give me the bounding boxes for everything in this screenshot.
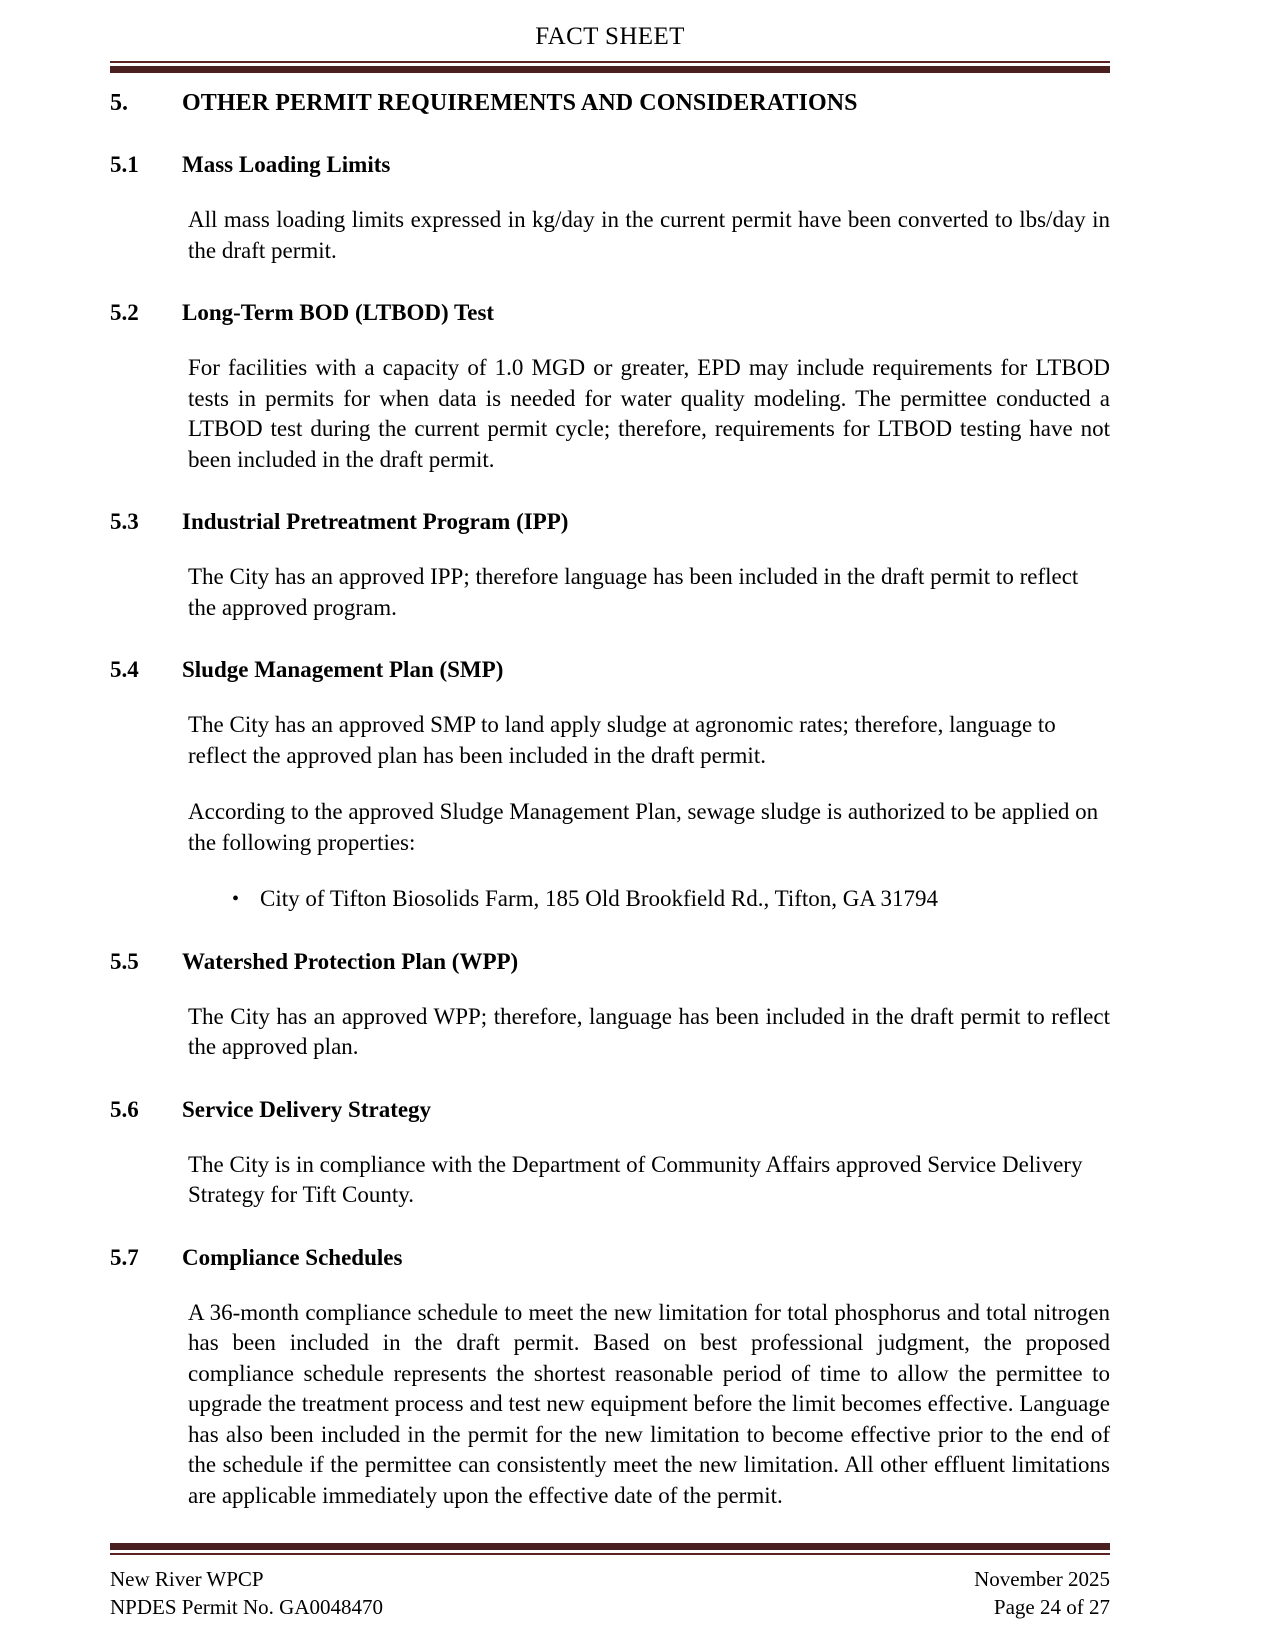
subsection-number: 5.7 [110,1244,139,1270]
paragraph: A 36-month compliance schedule to meet the new limitation for total phosphorus and total nitrogen has been included in the draft permit. Based on best professional judgment, the proposed compliance schedule represents the shortest reasonable period of time to allow the permittee to upgrade the treatment process and test new equipment before the limit becomes effective. Language has also been included in the permit for the new limitation to become effective prior to the end of the schedule if the permittee can consistently meet the new limitation. All other effluent limitations are applicable immediately upon the effective date of the permit. [188,1299,1110,1508]
footer-content [110,1565,1110,1621]
bullet-point-icon: • [232,888,240,910]
paragraph: All mass loading limits expressed in kg/day in the current permit have been converted to lbs/day in the draft permit. [188,207,1110,263]
subsection-title: Industrial Pretreatment Program (IPP) [182,509,569,534]
header-rule-thick [110,66,1110,73]
section-title: OTHER PERMIT REQUIREMENTS AND CONSIDERATIONS [182,90,858,116]
footer-page-number: Page 24 of 27 [993,1594,1110,1619]
header-title: FACT SHEET [535,23,685,50]
footer-left [110,1565,383,1621]
paragraph: The City has an approved SMP to land apply sludge at agronomic rates; therefore, language to reflect the approved plan has been included in the draft permit. [188,712,1056,768]
footer-divider [110,1543,1110,1555]
subsection-number: 5.5 [110,948,139,974]
subsection-heading-5-1 [110,150,1110,179]
subsection-heading-5-5 [110,947,1110,976]
subsection-number: 5.4 [110,657,139,682]
subsection-heading-5-7 [110,1243,1110,1272]
bullet-list [188,884,1110,915]
subsection-title: Compliance Schedules [182,1244,403,1270]
section-heading-5 [110,88,1110,118]
footer-rule-thick [110,1543,1110,1550]
subsection-title: Sludge Management Plan (SMP) [182,657,504,682]
list-item [188,884,1110,915]
subsection-number: 5.3 [110,509,139,534]
subsection-title: Service Delivery Strategy [182,1096,432,1122]
subsection-title: Watershed Protection Plan (WPP) [182,948,519,974]
subsection-heading-5-3 [110,507,1110,536]
footer-permit-number: NPDES Permit No. GA0048470 [110,1594,384,1619]
subsection-title: Long-Term BOD (LTBOD) Test [182,300,495,325]
subsection-number: 5.2 [110,300,139,325]
paragraph: For facilities with a capacity of 1.0 MGD or greater, EPD may include requirements for LTBOD tests in permits for when data is needed for water quality modeling. The permittee conducted a LTBOD test during the current permit cycle; therefore, requirements for LTBOD testing have not been included in the draft permit. [188,355,1110,472]
footer-date: November 2025 [974,1566,1110,1591]
footer-rule-thin [110,1553,1110,1555]
paragraph: The City is in compliance with the Department of Community Affairs approved Service Delivery Strategy for Tift County. [188,1151,1083,1207]
paragraph: The City has an approved IPP; therefore language has been included in the draft permit to reflect the approved program. [188,564,1079,620]
page-footer [110,1543,1110,1621]
footer-facility-name: New River WPCP [110,1566,264,1591]
subsection-number: 5.1 [110,152,139,177]
subsection-number: 5.6 [110,1096,139,1122]
paragraph: The City has an approved WPP; therefore, language has been included in the draft permit to reflect the approved plan. [188,1003,1110,1059]
paragraph: According to the approved Sludge Management Plan, sewage sludge is authorized to be applied on the following properties: [188,799,1099,855]
header-divider [110,61,1110,73]
page-header [110,22,1110,73]
footer-right [974,1565,1110,1621]
subsection-heading-5-6 [110,1095,1110,1124]
subsection-heading-5-4 [110,655,1110,684]
section-number: 5. [110,90,128,116]
list-item-label: City of Tifton Biosolids Farm, 185 Old Brookfield Rd., Tifton, GA 31794 [260,886,938,911]
subsection-title: Mass Loading Limits [182,152,391,177]
document-body [110,88,1110,1511]
subsection-heading-5-2 [110,298,1110,327]
